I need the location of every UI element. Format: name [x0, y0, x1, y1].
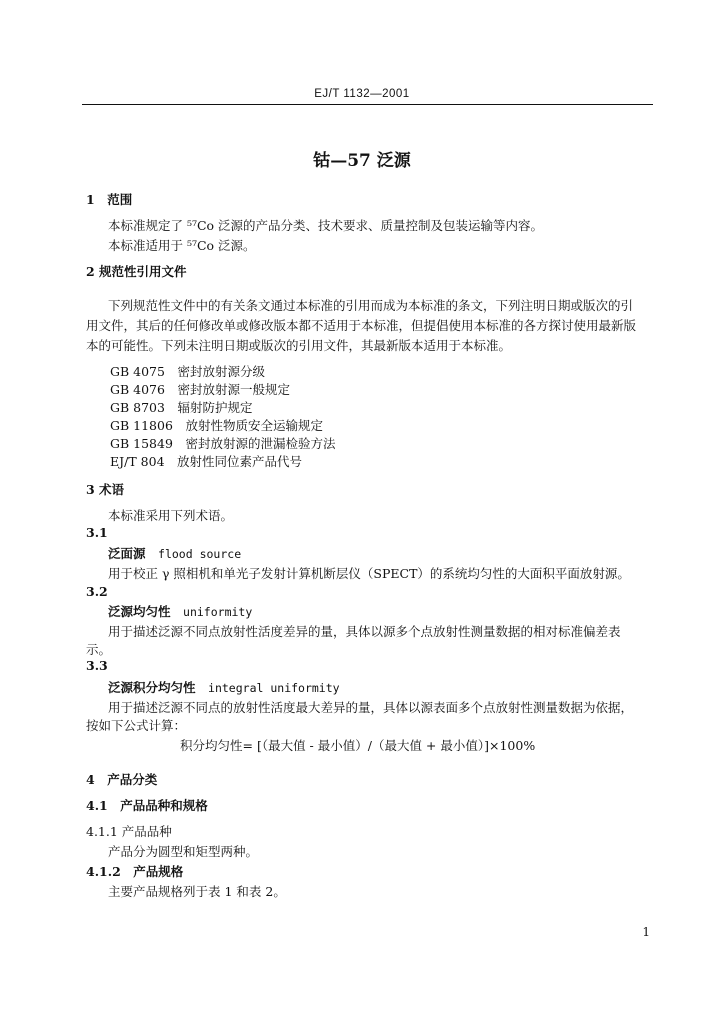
- term-3-3-number: 3.3: [86, 658, 108, 673]
- term-3-2-number: 3.2: [86, 584, 108, 599]
- reference-name: 密封放射源一般规定: [177, 382, 290, 397]
- section-2-para-line-2: 用文件，其后的任何修改单或修改版本都不适用于本标准，但提倡使用本标准的各方探讨使用最新版: [86, 318, 637, 333]
- section-1-para-2: 本标准适用于 ⁵⁷Co 泛源。: [108, 238, 256, 253]
- term-3-2-title: [108, 602, 252, 620]
- term-3-1-definition: 用于校正 γ 照相机和单光子发射计算机断层仪（SPECT）的系统均匀性的大面积平面放射源。: [108, 566, 630, 581]
- reference-name: 放射性物质安全运输规定: [185, 418, 323, 433]
- document-code-header: EJ/T 1132—2001: [314, 88, 410, 100]
- section-4-1-1-heading: 4.1.1 产品品种: [86, 824, 172, 839]
- term-name: 泛源积分均匀性: [108, 680, 196, 695]
- section-4-1-heading: 4.1 产品品种和规格: [86, 798, 208, 813]
- section-4-heading: 4 产品分类: [86, 772, 158, 787]
- section-2-para-line-3: 本的可能性。下列未注明日期或版次的引用文件，其最新版本适用于本标准。: [86, 338, 512, 353]
- reference-code: GB 4075: [110, 364, 165, 379]
- reference-code: GB 8703: [110, 400, 165, 415]
- header-rule: [82, 104, 653, 105]
- section-1-para-1: 本标准规定了 ⁵⁷Co 泛源的产品分类、技术要求、质量控制及包装运输等内容。: [108, 218, 544, 233]
- reference-item: [110, 362, 265, 380]
- term-3-3-title: [108, 678, 340, 696]
- term-name: 泛源均匀性: [108, 604, 171, 619]
- term-3-3-definition-line-1: 用于描述泛源不同点的放射性活度最大差异的量，具体以源表面多个点放射性测量数据为依据，: [108, 700, 634, 715]
- reference-item: [110, 452, 302, 470]
- reference-code: GB 11806: [110, 418, 173, 433]
- reference-code: GB 15849: [110, 436, 173, 451]
- reference-code: EJ/T 804: [110, 454, 165, 469]
- section-4-1-2-text: 主要产品规格列于表 1 和表 2。: [108, 884, 286, 899]
- page-number: 1: [642, 925, 650, 939]
- term-3-1-title: [108, 544, 241, 562]
- section-2-heading: 2 规范性引用文件: [86, 264, 187, 279]
- section-3-heading: 3 术语: [86, 482, 125, 497]
- integral-uniformity-formula: 积分均匀性= [（最大值 - 最小值）/（最大值 + 最小值）]×100%: [180, 738, 536, 753]
- reference-item: [110, 416, 323, 434]
- term-3-1-number: 3.1: [86, 525, 108, 540]
- term-english: integral uniformity: [208, 681, 340, 695]
- term-english: flood source: [158, 547, 242, 561]
- term-3-2-definition-line-1: 用于描述泛源不同点放射性活度差异的量，具体以源多个点放射性测量数据的相对标准偏差表: [108, 624, 621, 639]
- section-2-para-line-1: 下列规范性文件中的有关条文通过本标准的引用而成为本标准的条文，下列注明日期或版次的引: [108, 298, 634, 313]
- term-3-2-definition-line-2: 示。: [86, 642, 112, 657]
- reference-item: [110, 380, 290, 398]
- reference-item: [110, 398, 253, 416]
- reference-name: 密封放射源分级: [177, 364, 265, 379]
- section-4-1-2-heading: 4.1.2 产品规格: [86, 864, 184, 879]
- reference-name: 辐射防护规定: [177, 400, 253, 415]
- reference-item: [110, 434, 335, 452]
- document-title: 钴—57 泛源: [313, 151, 411, 171]
- section-4-1-1-text: 产品分为圆型和矩型两种。: [108, 844, 259, 859]
- term-name: 泛面源: [108, 546, 146, 561]
- section-3-intro: 本标准采用下列术语。: [108, 508, 234, 523]
- section-1-heading: 1 范围: [86, 192, 133, 207]
- reference-code: GB 4076: [110, 382, 165, 397]
- term-english: uniformity: [183, 605, 253, 619]
- reference-name: 放射性同位素产品代号: [177, 454, 303, 469]
- reference-name: 密封放射源的泄漏检验方法: [185, 436, 336, 451]
- term-3-3-definition-line-2: 按如下公式计算：: [86, 718, 187, 733]
